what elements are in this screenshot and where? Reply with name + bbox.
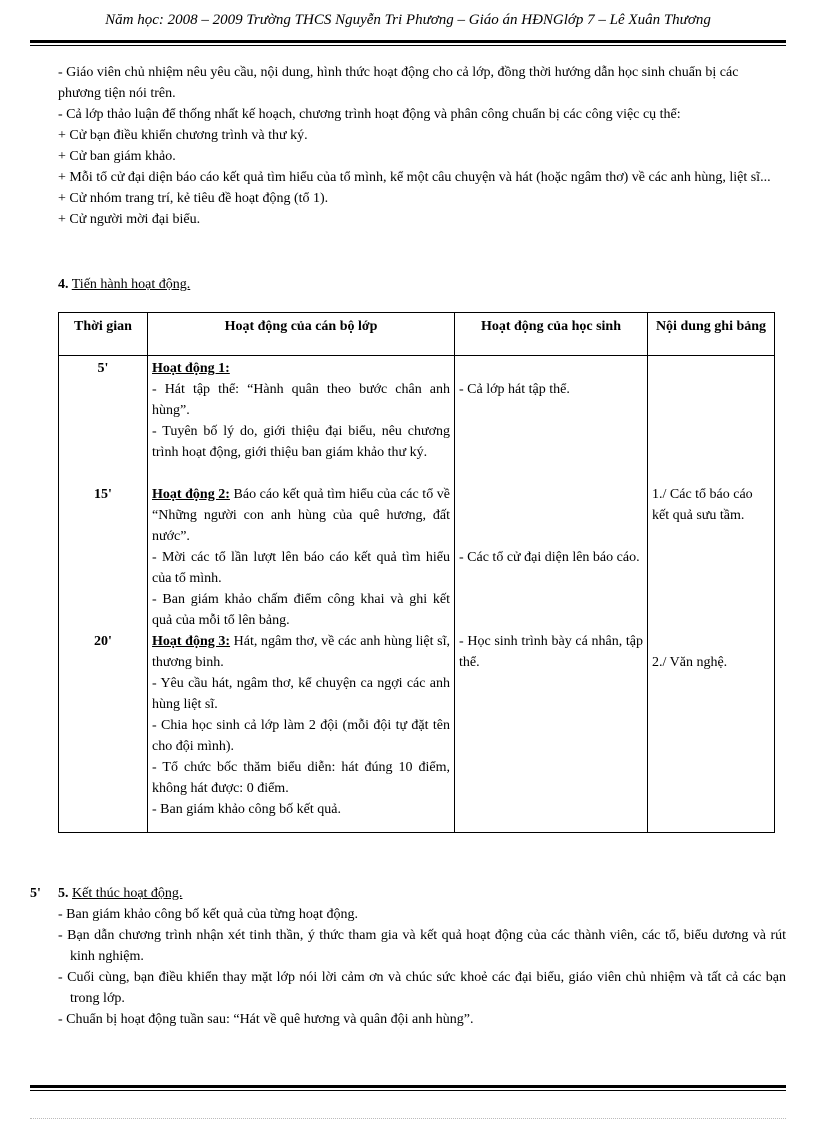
intro-line: + Cử bạn điều khiển chương trình và thư ký. [58,128,308,143]
activity-3-item: - Yêu cầu hát, ngâm thơ, kể chuyện ca ngợi các anh hùng liệt sĩ. [152,676,450,712]
time-2: 15' [94,487,112,502]
activity-3-heading-rest: Hát, ngâm thơ, về các anh hùng liệt sĩ, thương binh. [152,634,450,670]
header-rule-thin [30,45,786,46]
student-activity: - Cả lớp hát tập thể. [459,382,570,397]
activity-2-heading: Hoạt động 2: [152,487,230,502]
intro-line: - Giáo viên chủ nhiệm nêu yêu cầu, nội dung, hình thức hoạt động cho cả lớp, đồng thời hướng dẫn học sinh chuẩn bị các phương tiện nói trên. [58,65,739,101]
activity-3-heading: Hoạt động 3: [152,634,231,649]
activity-2 [148,484,454,631]
activity-3-item: - Tổ chức bốc thăm biểu diễn: hát đúng 10 điểm, không hát được: 0 điểm. [152,760,450,796]
student-activity: - Học sinh trình bày cá nhân, tập thể. [459,634,643,670]
activity-3 [148,631,454,820]
board-item: 1./ Các tổ báo cáo kết quả sưu tầm. [652,487,753,523]
header-rule [30,40,786,43]
activity-table [58,312,775,833]
activity-1-item: - Tuyên bố lý do, giới thiệu đại biểu, nêu chương trình hoạt động, giới thiệu ban giám khảo thư ký. [152,424,450,460]
officers-cell [148,356,455,833]
board-item: 2./ Văn nghệ. [652,655,728,670]
section-5-item: - Bạn dẫn chương trình nhận xét tinh thần, ý thức tham gia và kết quả hoạt động của các thành viên, các tổ, biểu dương và rút kinh nghiệm. [58,928,786,964]
footer-rule [30,1085,786,1088]
section-4-number: 4. [58,277,69,292]
section-5-number: 5. [58,886,69,901]
activity-1-heading: Hoạt động 1: [152,361,230,376]
footer-rule-thin [30,1090,786,1091]
time-3: 20' [94,634,112,649]
activity-2-item: - Mời các tổ lần lượt lên báo cáo kết quả tìm hiểu của tổ mình. [152,550,450,586]
intro-line: + Cử ban giám khảo. [58,149,176,164]
intro-line: + Cử người mời đại biểu. [58,212,201,227]
activity-3-item: - Ban giám khảo công bố kết quả. [152,802,341,817]
section-5-item: - Ban giám khảo công bố kết quả của từng hoạt động. [58,907,358,922]
activity-2-item: - Ban giám khảo chấm điểm công khai và ghi kết quả của mỗi tổ lên bảng. [152,592,450,628]
table-header-row [59,313,775,356]
intro-line: - Cả lớp thảo luận để thống nhất kế hoạch, chương trình hoạt động và phân công chuẩn bị các công việc cụ thể: [58,107,681,122]
students-cell [455,356,648,833]
activity-1-item: - Hát tập thể: “Hành quân theo bước chân anh hùng”. [152,382,450,418]
time-1: 5' [97,361,109,376]
board-cell [648,356,775,833]
student-activity: - Các tổ cử đại diện lên báo cáo. [459,550,640,565]
section-4-title: Tiến hành hoạt động. [71,277,191,292]
section-5-item: - Cuối cùng, bạn điều khiển thay mặt lớp nói lời cảm ơn và chúc sức khoẻ các đại biểu, giáo viên chủ nhiệm và tất cả các bạn trong lớp. [58,970,786,1006]
header-students: Hoạt động của học sinh [455,313,648,356]
table-row [59,356,775,833]
section-5-item: - Chuẩn bị hoạt động tuần sau: “Hát về quê hương và quân đội anh hùng”. [58,1012,474,1027]
header-time: Thời gian [59,313,148,356]
page-header: Năm học: 2008 – 2009 Trường THCS Nguyễn Tri Phương – Giáo án HĐNGlớp 7 – Lê Xuân Thương [105,12,711,28]
activity-1 [148,358,454,463]
header-class-officers: Hoạt động của cán bộ lớp [148,313,455,356]
section-5-heading [58,883,182,904]
time-cell [59,356,148,833]
header-board-content: Nội dung ghi bảng [648,313,775,356]
page-edge-dotted [30,1118,786,1119]
section-4-heading [58,274,190,295]
intro-block [58,62,774,230]
section-5-list [58,904,786,1030]
intro-line: + Cử nhóm trang trí, kẻ tiêu đề hoạt động (tổ 1). [58,191,329,206]
section-5-time: 5' [30,886,41,901]
activity-2-heading-rest: Báo cáo kết quả tìm hiểu của các tổ về “Những người con anh hùng của quê hương, đất nước”. [152,487,450,544]
activity-3-item: - Chia học sinh cả lớp làm 2 đội (mỗi đội tự đặt tên cho đội mình). [152,718,450,754]
intro-line: + Mỗi tổ cử đại diện báo cáo kết quả tìm hiểu của tổ mình, kể một câu chuyện và hát (hoặc ngâm thơ) về các anh hùng, liệt sĩ... [58,170,771,185]
section-5-title: Kết thúc hoạt động. [72,886,183,901]
